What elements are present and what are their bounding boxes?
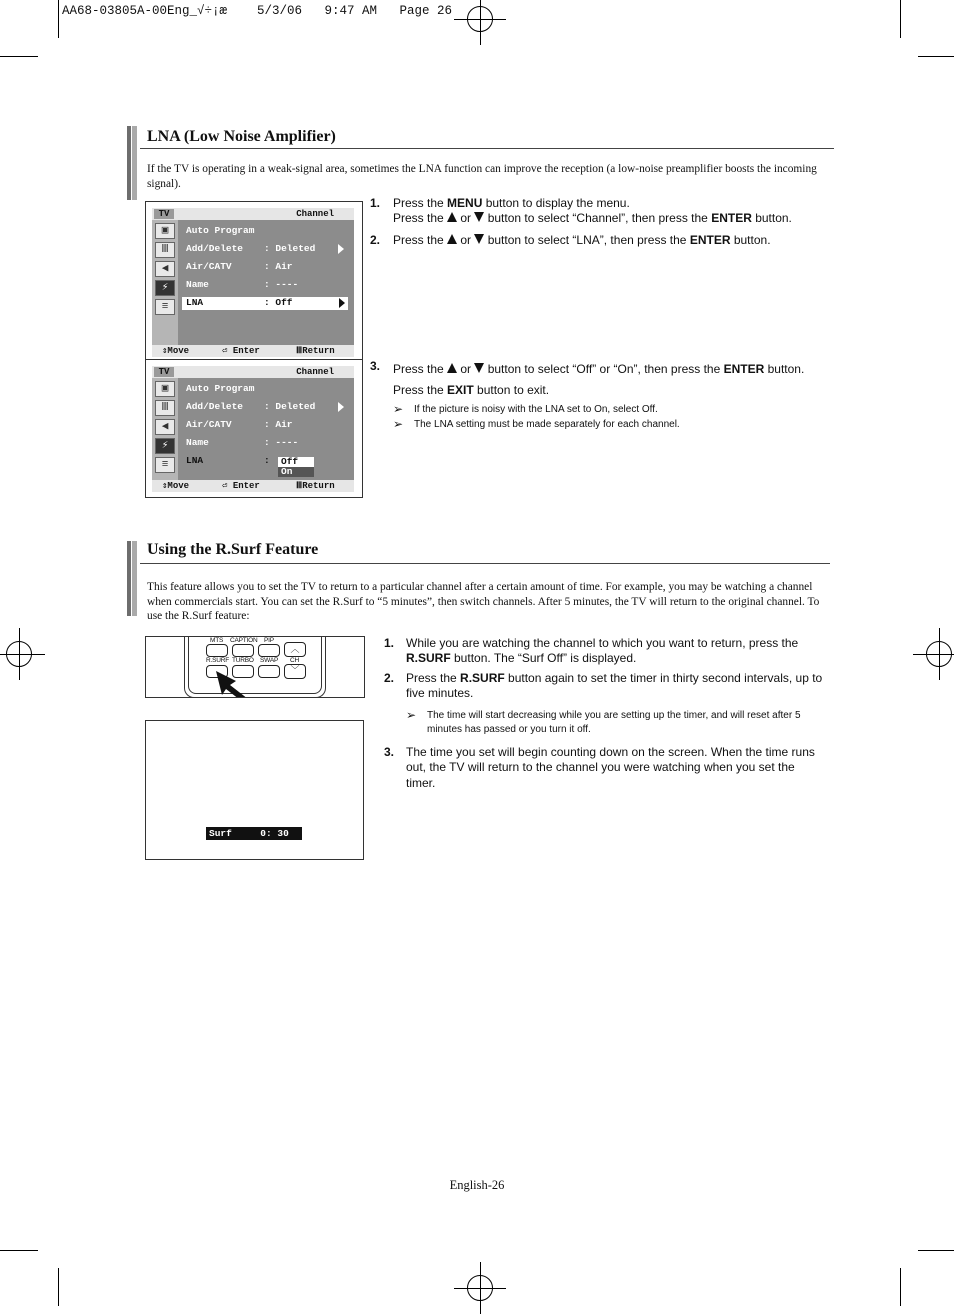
option-off[interactable]: Off <box>278 457 314 467</box>
registration-mark <box>467 6 493 32</box>
section-title-lna: LNA (Low Noise Amplifier) <box>147 128 336 145</box>
crop-mark <box>58 0 59 38</box>
row-label: Name <box>186 437 209 448</box>
ch-down-button[interactable]: ﹀ <box>284 664 306 679</box>
osd-row-add-delete <box>186 401 352 413</box>
lna-note-2: ➢ The LNA setting must be made separately for each channel. <box>393 417 680 431</box>
speaker-icon: ◀ <box>155 419 175 435</box>
osd-row-auto-program <box>186 225 254 237</box>
pointer-arrow-icon <box>214 669 254 698</box>
crop-mark <box>0 1250 38 1251</box>
lna-step-1: Press the MENU button to display the menu. Press the or button to select “Channel”, then press the ENTER button. <box>393 196 792 226</box>
ch-up-button[interactable]: ︿ <box>284 642 306 657</box>
osd-title: Channel <box>296 209 334 219</box>
option-on[interactable]: On <box>278 467 314 477</box>
tv-screen-illustration <box>145 720 364 860</box>
registration-mark <box>467 1275 493 1301</box>
print-header: AA68-03805A-00Eng_√÷¡æ 5/3/06 9:47 AM Page 26 <box>62 4 453 18</box>
note-arrow-icon: ➢ <box>406 708 417 722</box>
row-label: Air/CATV <box>186 419 232 430</box>
osd-tv-tab: TV <box>154 367 174 377</box>
note-arrow-icon: ➢ <box>393 417 404 431</box>
step-number: 3. <box>384 745 395 759</box>
row-value: : Deleted <box>264 243 316 254</box>
remote-label-mts: MTS <box>210 637 224 644</box>
sound-icon: Ⅲ <box>155 242 175 258</box>
remote-label-ch: CH <box>290 657 299 664</box>
up-arrow-icon <box>447 363 457 373</box>
osd-menu-channel <box>145 201 363 365</box>
row-label: Add/Delete <box>186 401 244 412</box>
row-value: : Air <box>264 261 293 272</box>
lna-step-2: Press the or button to select “LNA”, then press the ENTER button. <box>393 233 771 247</box>
picture-icon: ▣ <box>155 381 175 397</box>
step-number: 1. <box>370 196 381 210</box>
registration-mark <box>6 641 32 667</box>
osd-row-name <box>186 437 298 449</box>
row-label: Auto Program <box>186 225 255 236</box>
osd-row-auto-program <box>186 383 254 395</box>
pip-button[interactable] <box>258 644 280 657</box>
remote-illustration <box>145 636 365 698</box>
row-value: : ---- <box>264 437 299 448</box>
row-value: : Off <box>264 297 293 308</box>
remote-label-turbo: TURBO <box>232 657 254 664</box>
row-value: : Air <box>264 419 293 430</box>
return-hint: ⅢReturn <box>296 481 335 491</box>
step-number: 2. <box>370 233 381 247</box>
mts-button[interactable] <box>206 644 228 657</box>
remote-label-pip: PIP <box>264 637 274 644</box>
section-rule <box>140 148 834 149</box>
step-number: 1. <box>384 636 395 650</box>
lna-step-3: Press the or button to select “Off” or “On”, then press the ENTER button. Press the EXIT button to exit. <box>393 362 805 397</box>
osd-row-air-catv <box>186 261 293 273</box>
remote-label-caption: CAPTION <box>230 637 258 644</box>
section-bar <box>127 541 137 616</box>
row-label: Add/Delete <box>186 243 244 254</box>
speaker-icon: ◀ <box>155 261 175 277</box>
return-hint: ⅢReturn <box>296 346 335 356</box>
arrow-right-icon <box>338 402 344 412</box>
section-rule <box>140 563 830 564</box>
osd-row-add-delete <box>186 243 352 255</box>
up-arrow-icon <box>447 234 457 244</box>
osd-row-lna <box>182 297 348 310</box>
setup-icon: ≡ <box>155 299 175 315</box>
down-arrow-icon <box>474 212 484 222</box>
move-hint: ⇕Move <box>162 481 190 491</box>
picture-icon: ▣ <box>155 223 175 239</box>
enter-hint: ⏎ Enter <box>222 481 260 491</box>
swap-button[interactable] <box>258 665 280 678</box>
lna-note-1: ➢ If the picture is noisy with the LNA set to On, select Off. <box>393 402 658 416</box>
section-title-rsurf: Using the R.Surf Feature <box>147 541 319 558</box>
setup-icon: ≡ <box>155 457 175 473</box>
rsurf-step-1: While you are watching the channel to which you want to return, press the R.SURF button. The “Surf Off” is displayed. <box>406 636 799 666</box>
row-label: Auto Program <box>186 383 255 394</box>
caption-button[interactable] <box>232 644 254 657</box>
rsurf-step-3: The time you set will begin counting down on the screen. When the time runs out, the TV will return to the channel you were watching when you set the timer. <box>406 745 815 790</box>
row-value: : ---- <box>264 279 299 290</box>
row-label: Name <box>186 279 209 290</box>
up-arrow-icon <box>447 212 457 222</box>
down-arrow-icon <box>474 363 484 373</box>
crop-mark <box>0 56 38 57</box>
osd-menu-lna-options <box>145 359 363 498</box>
osd-tv-tab: TV <box>154 209 174 219</box>
row-value: : Deleted <box>264 401 316 412</box>
rsurf-note: ➢ The time will start decreasing while you are setting up the timer, and will reset after 5 minutes has passed or you turn it off. <box>406 708 801 735</box>
osd-row-lna: LNA : <box>186 455 270 466</box>
antenna-icon: ⚡ <box>155 280 175 296</box>
page-footer: English-26 <box>449 1178 505 1192</box>
note-arrow-icon: ➢ <box>393 402 404 416</box>
osd-row-name <box>186 279 298 291</box>
rsurf-intro: This feature allows you to set the TV to return to a particular channel after a certain amount of time. For example, you may be watching a channel when commercials start. You can set the R.Surf to “5 minutes”, then switch channels. After 5 minutes, the TV will return to the original channel. To use the R.Surf feature: <box>147 581 820 622</box>
remote-label-swap: SWAP <box>260 657 279 664</box>
antenna-icon: ⚡ <box>155 438 175 454</box>
enter-hint: ⏎ Enter <box>222 346 260 356</box>
row-label: LNA <box>186 297 204 308</box>
down-arrow-icon <box>474 234 484 244</box>
crop-mark <box>58 1268 59 1306</box>
registration-mark <box>926 641 952 667</box>
row-label: LNA <box>186 455 204 466</box>
arrow-right-icon <box>339 298 345 308</box>
rsurf-step-2: Press the R.SURF button again to set the timer in thirty second intervals, up to five minutes. <box>406 671 823 701</box>
crop-mark <box>900 1268 901 1306</box>
section-bar <box>127 126 137 200</box>
step-number: 2. <box>384 671 395 685</box>
osd-title: Channel <box>296 367 334 377</box>
surf-timer-display: Surf 0: 30 <box>206 827 302 840</box>
crop-mark <box>900 0 901 38</box>
row-label: Air/CATV <box>186 261 232 272</box>
crop-mark <box>918 56 954 57</box>
move-hint: ⇕Move <box>162 346 190 356</box>
arrow-right-icon <box>338 244 344 254</box>
sound-icon: Ⅲ <box>155 400 175 416</box>
remote-label-rsurf: R.SURF <box>206 657 229 664</box>
step-number: 3. <box>370 359 381 373</box>
lna-intro: If the TV is operating in a weak-signal area, sometimes the LNA function can improve the reception (a low-noise preamplifier boosts the incoming signal). <box>147 163 817 190</box>
osd-row-air-catv <box>186 419 293 431</box>
crop-mark <box>918 1250 954 1251</box>
